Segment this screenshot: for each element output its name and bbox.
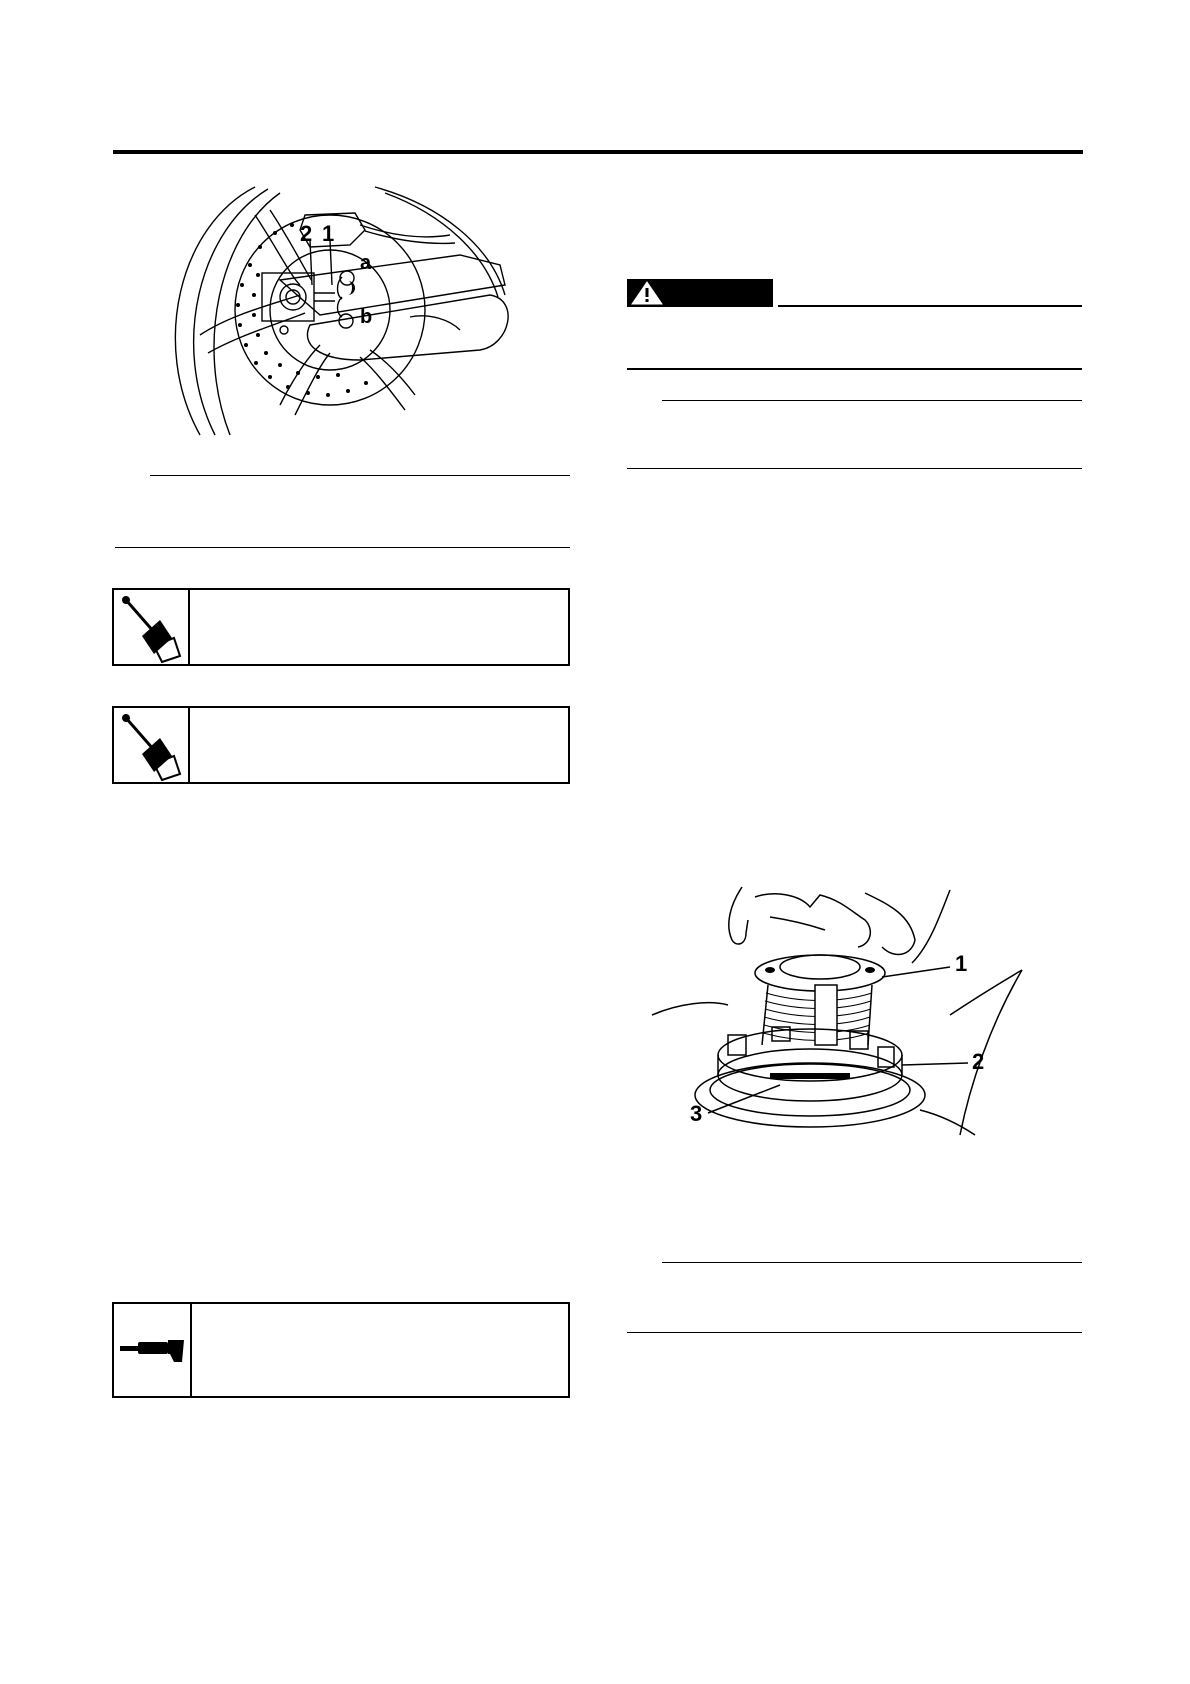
rear-wheel-drawing [160, 185, 525, 440]
figure-cap-installation [650, 885, 1070, 1145]
callout-3: 3 [690, 1101, 703, 1126]
callout-2: 2 [972, 1049, 985, 1074]
note-rule-bottom-2 [627, 1332, 1082, 1333]
tool-icon-cell [114, 1304, 192, 1396]
note-rule-bottom-1 [627, 468, 1082, 469]
warning-footer-rule [627, 368, 1082, 370]
callout-a: a [360, 252, 372, 274]
callout-1: 1 [322, 221, 335, 246]
callout-1: 1 [955, 951, 968, 976]
figure-rear-wheel-adjuster [160, 185, 525, 440]
callout-2: 2 [300, 221, 313, 246]
callout-b: b [360, 306, 373, 328]
grease-gun-icon [114, 1304, 190, 1396]
torque-icon-cell [114, 708, 190, 782]
note-rule-top-1 [662, 400, 1082, 401]
warning-header-rule [778, 305, 1082, 307]
torque-wrench-icon [114, 590, 188, 664]
left-section-rule-top [150, 475, 570, 476]
warning-triangle-icon [627, 279, 667, 307]
cap-installation-drawing [650, 885, 1070, 1145]
warning-badge [627, 279, 773, 307]
torque-spec-box-1 [112, 588, 570, 666]
grease-tool-box [112, 1302, 570, 1398]
torque-wrench-icon [114, 708, 188, 782]
note-rule-top-2 [662, 1262, 1082, 1263]
torque-spec-box-2 [112, 706, 570, 784]
header-rule [113, 150, 1083, 154]
left-section-rule-bottom [115, 547, 570, 548]
torque-icon-cell [114, 590, 190, 664]
